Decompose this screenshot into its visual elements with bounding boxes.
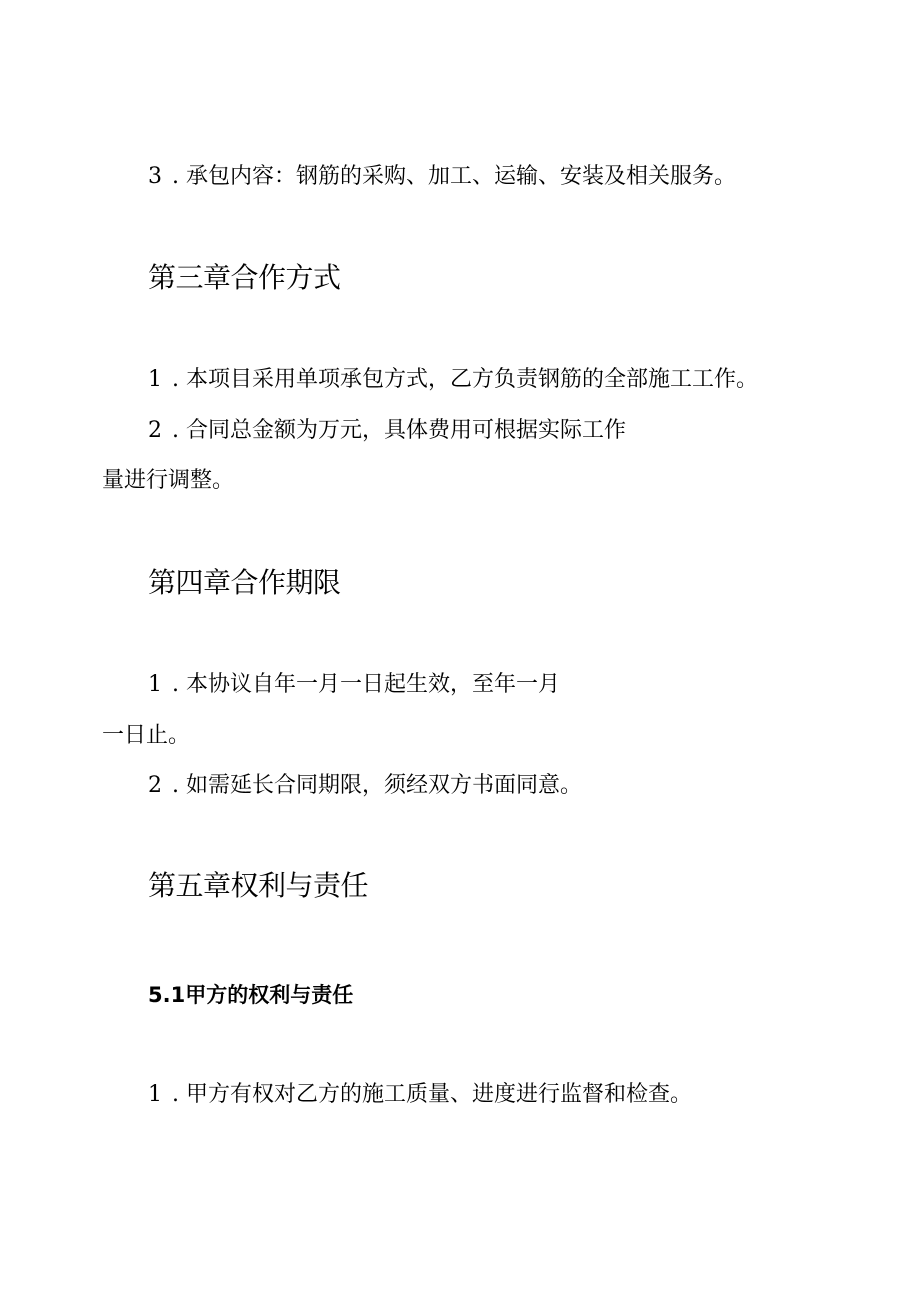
item-dot: . [172, 367, 179, 392]
item-text: 甲方有权对乙方的施工质量、进度进行监督和检查。 [186, 1082, 693, 1107]
item-dot: . [172, 164, 179, 189]
chapter-title: 第五章权利与责任 [148, 869, 369, 902]
clause-item [148, 365, 758, 395]
clause-item [148, 670, 560, 700]
clause-item [148, 1080, 692, 1110]
item-dot: . [172, 672, 179, 697]
item-text: 承包内容：钢筋的采购、加工、运输、安装及相关服务。 [186, 164, 737, 189]
item-text: 本协议自年一月一日起生效，至年一月 [186, 672, 561, 697]
clause-item [148, 771, 582, 801]
item-dot: . [172, 773, 179, 798]
item-number: 3 [148, 164, 162, 189]
item-number: 1 [148, 367, 162, 392]
item-number: 2 [148, 773, 162, 798]
item-dot: . [172, 418, 179, 443]
item-number: 1 [148, 1082, 162, 1107]
chapter-title: 第三章合作方式 [148, 261, 341, 294]
chapter-title: 第四章合作期限 [148, 566, 341, 599]
item-text: 如需延长合同期限，须经双方书面同意。 [186, 773, 583, 798]
item-text: 本项目采用单项承包方式，乙方负责钢筋的全部施工工作。 [186, 367, 759, 392]
clause-continuation: 一日止。 [102, 723, 191, 748]
section-subtitle: 5.1甲方的权利与责任 [148, 983, 354, 1007]
clause-item [148, 416, 626, 446]
clause-item [148, 162, 736, 192]
item-number: 1 [148, 672, 162, 697]
item-number: 2 [148, 418, 162, 443]
clause-continuation: 量进行调整。 [102, 468, 235, 493]
item-text: 合同总金额为万元，具体费用可根据实际工作 [186, 418, 627, 443]
item-dot: . [172, 1082, 179, 1107]
